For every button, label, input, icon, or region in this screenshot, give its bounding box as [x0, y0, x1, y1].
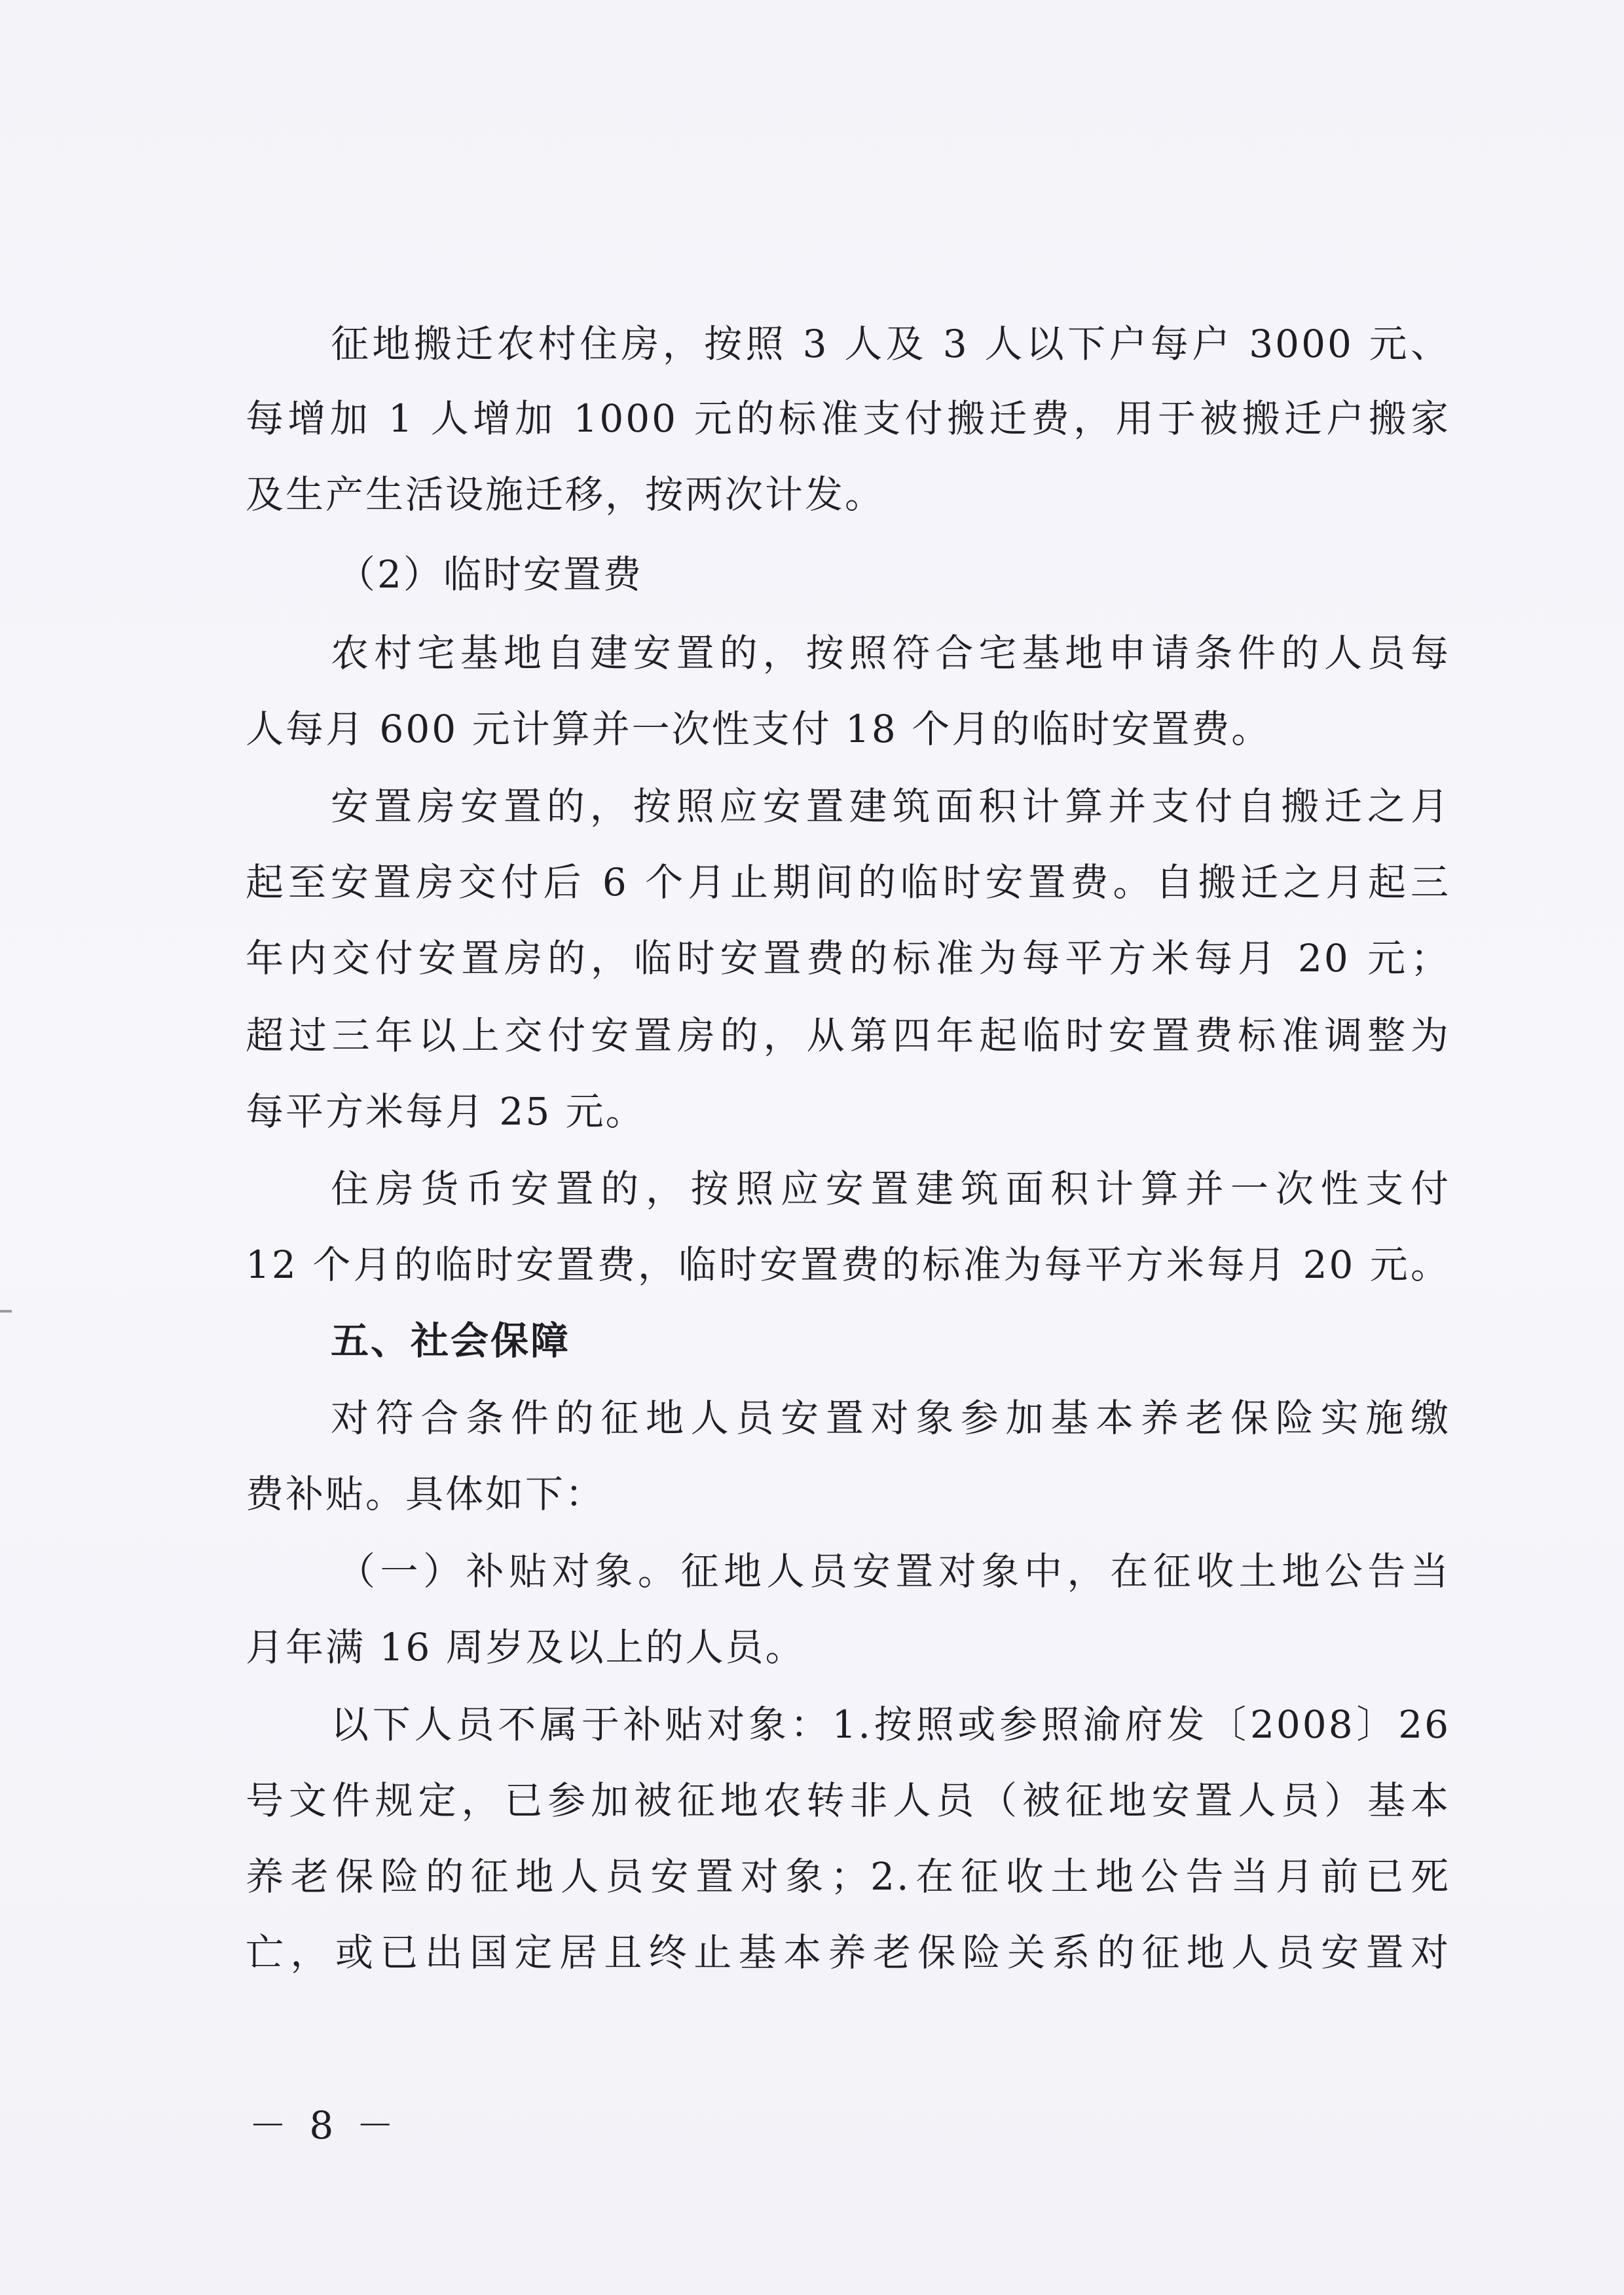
- paragraph-line: （一）补贴对象。征地人员安置对象中，在征收土地公告当: [337, 1549, 1450, 1594]
- section-heading: 五、社会保障: [331, 1318, 571, 1363]
- paragraph-line: 征地搬迁农村住房，按照 3 人及 3 人以下户每户 3000 元、: [331, 322, 1450, 366]
- paragraph-line: 费补贴。具体如下：: [246, 1472, 606, 1516]
- paragraph-line: 养老保险的征地人员安置对象；2.在征收土地公告当月前已死: [246, 1854, 1450, 1899]
- paragraph-line: 对符合条件的征地人员安置对象参加基本养老保险实施缴: [331, 1396, 1450, 1440]
- paragraph-line: 农村宅基地自建安置的，按照符合宅基地申请条件的人员每: [331, 631, 1450, 675]
- paragraph-line: 每增加 1 人增加 1000 元的标准支付搬迁费，用于被搬迁户搬家: [246, 396, 1450, 441]
- paragraph-line: 以下人员不属于补贴对象：1.按照或参照渝府发〔2008〕26: [331, 1702, 1450, 1747]
- paragraph-line: 年内交付安置房的，临时安置费的标准为每平方米每月 20 元；: [246, 936, 1450, 980]
- paragraph-line: 起至安置房交付后 6 个月止期间的临时安置费。自搬迁之月起三: [246, 860, 1450, 905]
- page-number: － 8 －: [249, 2103, 399, 2148]
- subsection-heading: （2）临时安置费: [337, 552, 643, 597]
- paragraph-line: 安置房安置的，按照应安置建筑面积计算并支付自搬迁之月: [331, 784, 1450, 829]
- paragraph-line: 住房货币安置的，按照应安置建筑面积计算并一次性支付: [331, 1166, 1450, 1211]
- paragraph-line: 每平方米每月 25 元。: [246, 1089, 646, 1134]
- paragraph-line: 12 个月的临时安置费，临时安置费的标准为每平方米每月 20 元。: [246, 1242, 1450, 1287]
- paragraph-line: 亡，或已出国定居且终止基本养老保险关系的征地人员安置对: [246, 1930, 1450, 1975]
- paragraph-line: 人每月 600 元计算并一次性支付 18 个月的临时安置费。: [246, 707, 1272, 751]
- scan-edge-mark: [0, 1310, 12, 1313]
- paragraph-line: 月年满 16 周岁及以上的人员。: [246, 1625, 805, 1670]
- paragraph-line: 超过三年以上交付安置房的，从第四年起临时安置费标准调整为: [246, 1013, 1450, 1058]
- paragraph-line: 号文件规定，已参加被征地农转非人员（被征地安置人员）基本: [246, 1778, 1450, 1823]
- paragraph-line: 及生产生活设施迁移，按两次计发。: [246, 472, 885, 517]
